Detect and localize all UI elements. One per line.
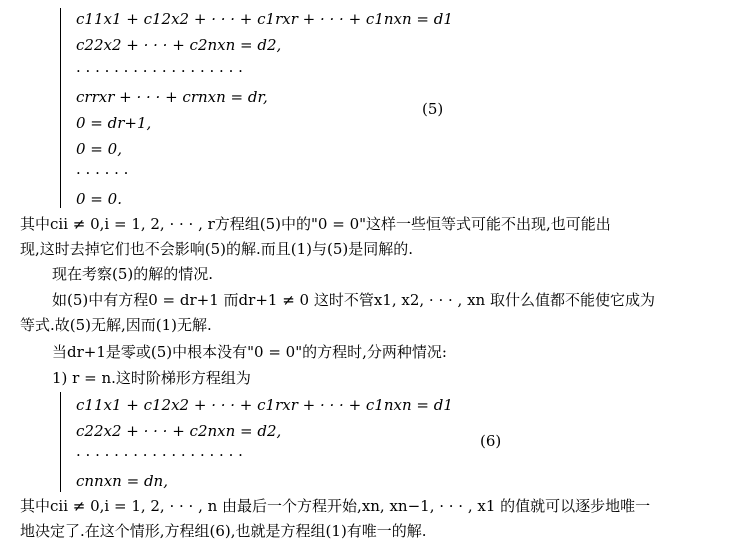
eq6-tag: (6) bbox=[480, 432, 502, 450]
eq5-line-3: · · · · · · · · · · · · · · · · · · bbox=[76, 62, 243, 80]
paragraph-3-line-1: 如(5)中有方程0 = dr+1 而dr+1 ≠ 0 这时不管x1, x2, · · · , xn 取什么值都不能使它成为 bbox=[52, 291, 655, 309]
paragraph-3 bbox=[20, 288, 720, 338]
eq5-line-2: c22x2 + · · · + c2nxn = d2, bbox=[76, 36, 282, 54]
closing-paragraph bbox=[20, 494, 720, 544]
eq5-line-4: crrxr + · · · + crnxn = dr, bbox=[76, 88, 268, 106]
paragraph-2: 现在考察(5)的解的情况. bbox=[52, 265, 214, 283]
left-brace-5 bbox=[60, 8, 70, 208]
eq6-line-4: cnnxn = dn, bbox=[76, 472, 168, 490]
eq5-line-6: 0 = 0, bbox=[76, 140, 122, 158]
eq6-line-2: c22x2 + · · · + c2nxn = d2, bbox=[76, 422, 282, 440]
eq6-line-1: c11x1 + c12x2 + · · · + c1rxr + · · · + c1nxn = d1 bbox=[76, 396, 453, 414]
paragraph-1 bbox=[20, 212, 720, 262]
paragraph-4: 当dr+1是零或(5)中根本没有"0 = 0"的方程时,分两种情况: bbox=[52, 343, 447, 361]
paragraph-1-line-2: 现,这时去掉它们也不会影响(5)的解.而且(1)与(5)是同解的. bbox=[20, 240, 414, 258]
eq5-line-7: · · · · · · bbox=[76, 164, 129, 182]
eq5-line-8: 0 = 0. bbox=[76, 190, 122, 208]
paragraph-3-line-2: 等式.故(5)无解,因而(1)无解. bbox=[20, 316, 212, 334]
paragraph-1-line-1: 其中cii ≠ 0,i = 1, 2, · · · , r方程组(5)中的"0 = 0"这样一些恒等式可能不出现,也可能出 bbox=[20, 215, 611, 233]
paragraph-5: 1) r = n.这时阶梯形方程组为 bbox=[52, 369, 251, 387]
eq5-line-5: 0 = dr+1, bbox=[76, 114, 152, 132]
closing-line-1: 其中cii ≠ 0,i = 1, 2, · · · , n 由最后一个方程开始,xn, xn−1, · · · , x1 的值就可以逐步地唯一 bbox=[20, 497, 651, 515]
left-brace-6 bbox=[60, 392, 70, 492]
eq6-line-3: · · · · · · · · · · · · · · · · · · bbox=[76, 446, 243, 464]
closing-line-2: 地决定了.在这个情形,方程组(6),也就是方程组(1)有唯一的解. bbox=[20, 522, 427, 540]
eq5-tag: (5) bbox=[422, 100, 444, 118]
eq5-line-1: c11x1 + c12x2 + · · · + c1rxr + · · · + c1nxn = d1 bbox=[76, 10, 453, 28]
